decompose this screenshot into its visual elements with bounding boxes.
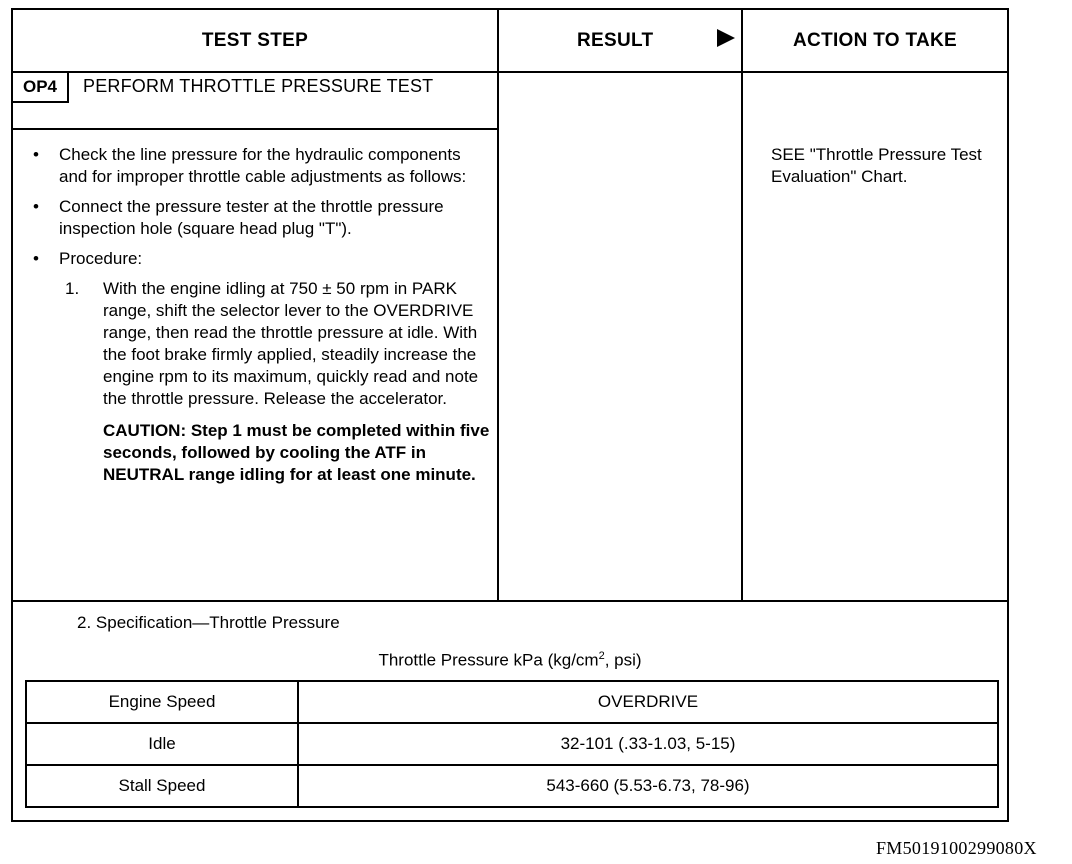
bullet-icon: • (33, 197, 39, 216)
col-divider-left (497, 10, 499, 600)
step-bullet (29, 248, 491, 270)
units-suffix: , psi) (604, 650, 642, 670)
table-header-cell: OVERDRIVE (298, 681, 998, 723)
procedure-text: With the engine idling at 750 ± 50 rpm in PARK range, shift the selector lever to the OVERDRIVE range, then read the throttle pressure at idle. With the foot brake firmly applied, steadily increase the engine rpm to its maximum, quickly read and note the throttle pressure. Release the accelerator. (103, 279, 479, 408)
header-test-step: TEST STEP (201, 30, 309, 51)
header-action: ACTION TO TAKE (793, 30, 957, 51)
header-divider (13, 71, 1007, 73)
op-title-divider (13, 128, 499, 130)
figure-id: FM5019100299080X (876, 838, 1037, 858)
table-header-cell: Engine Speed (26, 681, 298, 723)
section-divider (13, 600, 1007, 602)
step-text: Connect the pressure tester at the throttle pressure inspection hole (square head plug "T"). (59, 197, 444, 238)
arrow-right-icon (717, 29, 735, 47)
table-cell: Idle (26, 723, 298, 765)
step-text: Procedure: (59, 249, 143, 268)
spec-units (13, 650, 1007, 671)
bullet-icon: • (33, 249, 39, 268)
spec-title: 2. Specification—Throttle Pressure (77, 613, 340, 632)
table-header-row (26, 681, 998, 723)
test-step-sheet (11, 8, 1009, 822)
spec-table (25, 680, 999, 808)
bullet-icon: • (33, 145, 39, 164)
caution-note (29, 420, 491, 486)
step-text: Check the line pressure for the hydraulic components and for improper throttle cable adjustments as follows: (59, 145, 467, 186)
table-cell: 32-101 (.33-1.03, 5-15) (298, 723, 998, 765)
col-divider-right (741, 10, 743, 600)
procedure-number: 1. (65, 279, 80, 298)
table-row (26, 723, 998, 765)
procedure-item (29, 278, 491, 410)
action-text: SEE "Throttle Pressure Test Evaluation" Chart. (771, 145, 982, 186)
units-superscript: 2 (598, 650, 605, 662)
table-cell: 543-660 (5.53-6.73, 78-96) (298, 765, 998, 807)
step-bullet (29, 196, 491, 240)
header-result: RESULT (577, 30, 654, 51)
caution-text: CAUTION: Step 1 must be completed within five seconds, followed by cooling the ATF in NEUTRAL range idling for at least one minute. (103, 421, 490, 484)
op-title: PERFORM THROTTLE PRESSURE TEST (83, 76, 434, 96)
table-row (26, 765, 998, 807)
op-code: OP4 (13, 73, 69, 103)
step-bullet (29, 144, 491, 188)
test-steps (29, 144, 491, 486)
units-prefix: Throttle Pressure kPa (kg/cm (378, 650, 599, 670)
table-cell: Stall Speed (26, 765, 298, 807)
